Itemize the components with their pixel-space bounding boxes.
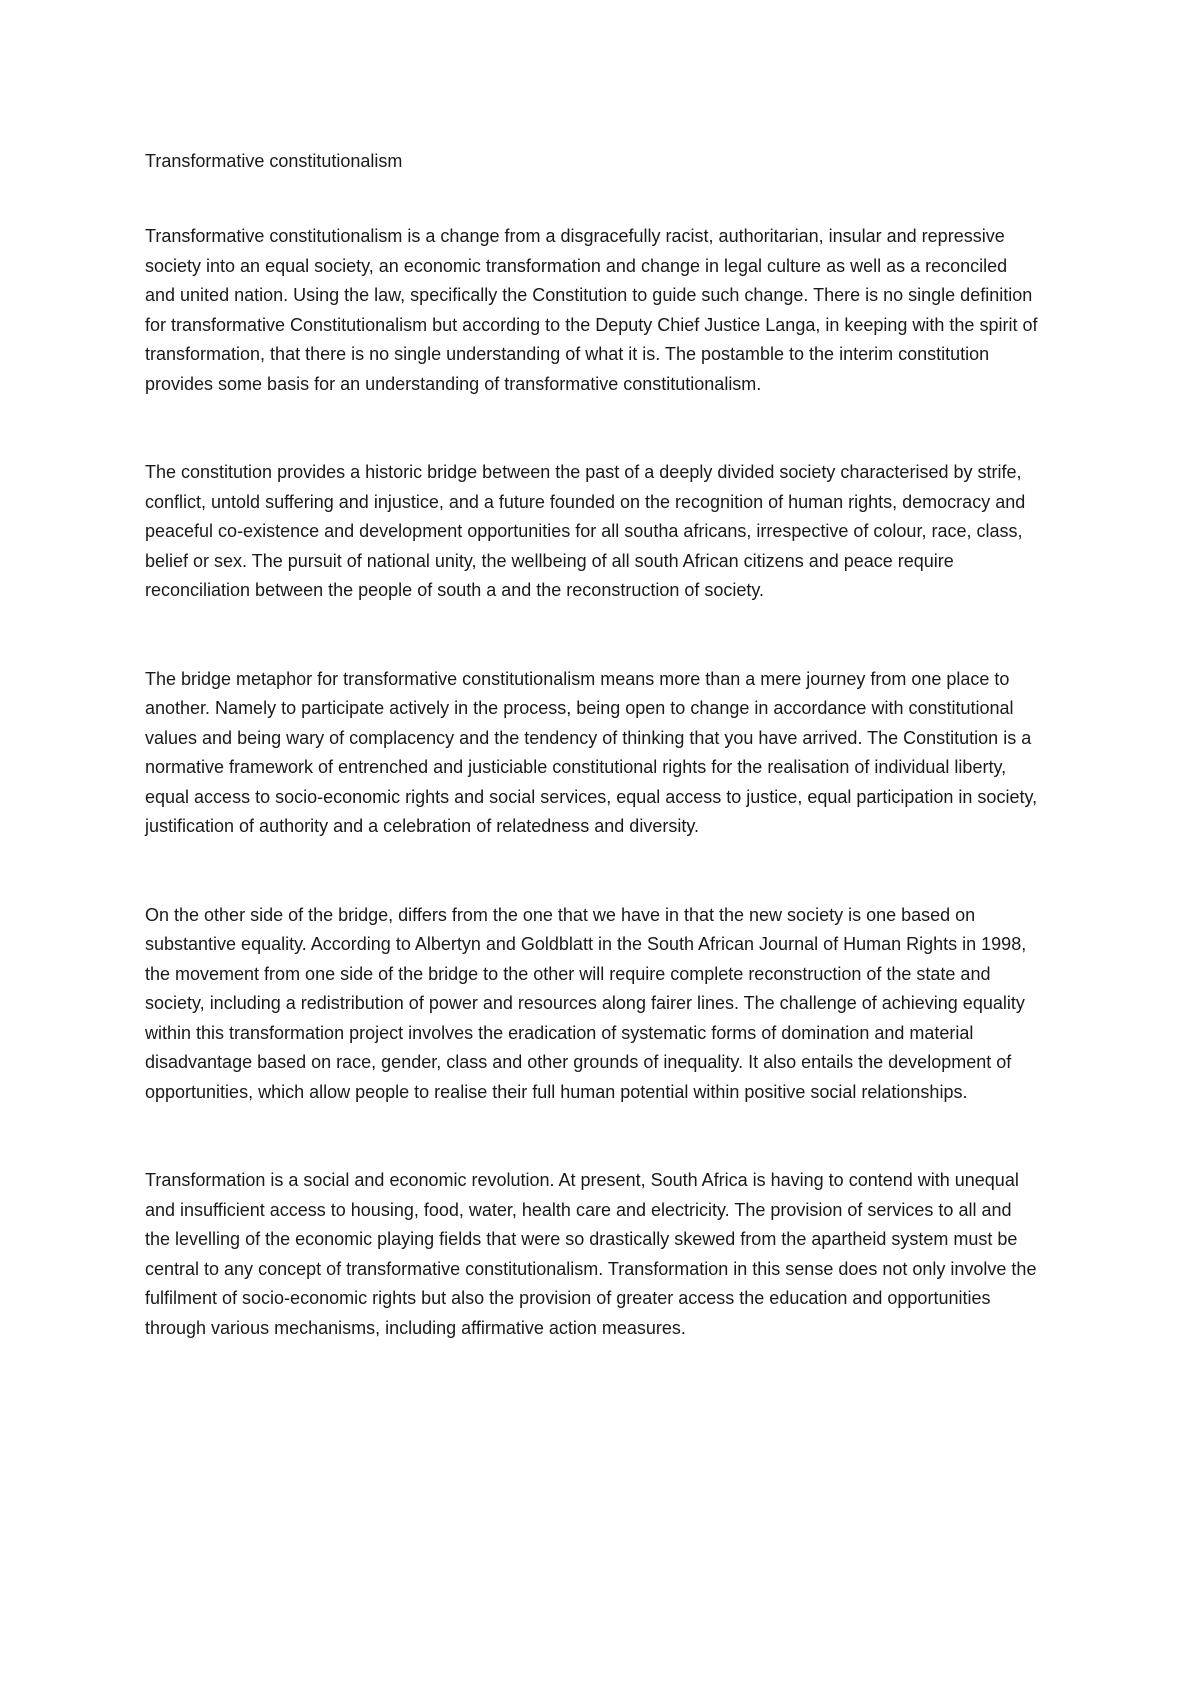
paragraph-social-economic-revolution: Transformation is a social and economic revolution. At present, South Africa is having to contend with unequal and insufficient access to housing, food, water, health care and electricity. The provision of services to all and the levelling of the economic playing fields that were so drastically skewed from the apartheid system must be central to any concept of transformative constitutionalism. Transformation in this sense does not only involve the fulfilment of socio-economic rights but also the provision of greater access the education and opportunities through various mechanisms, including affirmative action measures.: [145, 1170, 1037, 1338]
paragraph-other-side: On the other side of the bridge, differs from the one that we have in that the new society is one based on substantive equality. According to Albertyn and Goldblatt in the South African Journal of Human Rights in 1998, the movement from one side of the bridge to the other will require complete reconstruction of the state and society, including a redistribution of power and resources along fairer lines. The challenge of achieving equality within this transformation project involves the eradication of systematic forms of domination and material disadvantage based on race, gender, class and other grounds of inequality. It also entails the development of opportunities, which allow people to realise their full human potential within positive social relationships.: [145, 904, 1027, 1102]
document-title: Transformative constitutionalism: [145, 151, 403, 171]
paragraph-definition: Transformative constitutionalism is a change from a disgracefully racist, authoritarian, insular and repressive society into an equal society, an economic transformation and change in legal culture as well as a reconciled and united nation. Using the law, specifically the Constitution to guide such change. There is no single definition for transformative Constitutionalism but according to the Deputy Chief Justice Langa, in keeping with the spirit of transformation, that there is no single understanding of what it is. The postamble to the interim constitution provides some basis for an understanding of transformative constitutionalism.: [145, 226, 1038, 394]
document-body: [145, 146, 1040, 1402]
paragraph-bridge-metaphor: The bridge metaphor for transformative constitutionalism means more than a mere journey from one place to another. Namely to participate actively in the process, being open to change in accordance with constitutional values and being wary of complacency and the tendency of thinking that you have arrived. The Constitution is a normative framework of entrenched and justiciable constitutional rights for the realisation of individual liberty, equal access to socio-economic rights and social services, equal access to justice, equal participation in society, justification of authority and a celebration of relatedness and diversity.: [145, 668, 1038, 836]
paragraph-historic-bridge: The constitution provides a historic bridge between the past of a deeply divided society characterised by strife, conflict, untold suffering and injustice, and a future founded on the recognition of human rights, democracy and peaceful co-existence and development opportunities for all southa africans, irrespective of colour, race, class, belief or sex. The pursuit of national unity, the wellbeing of all south African citizens and peace require reconciliation between the people of south a and the reconstruction of society.: [145, 462, 1026, 600]
